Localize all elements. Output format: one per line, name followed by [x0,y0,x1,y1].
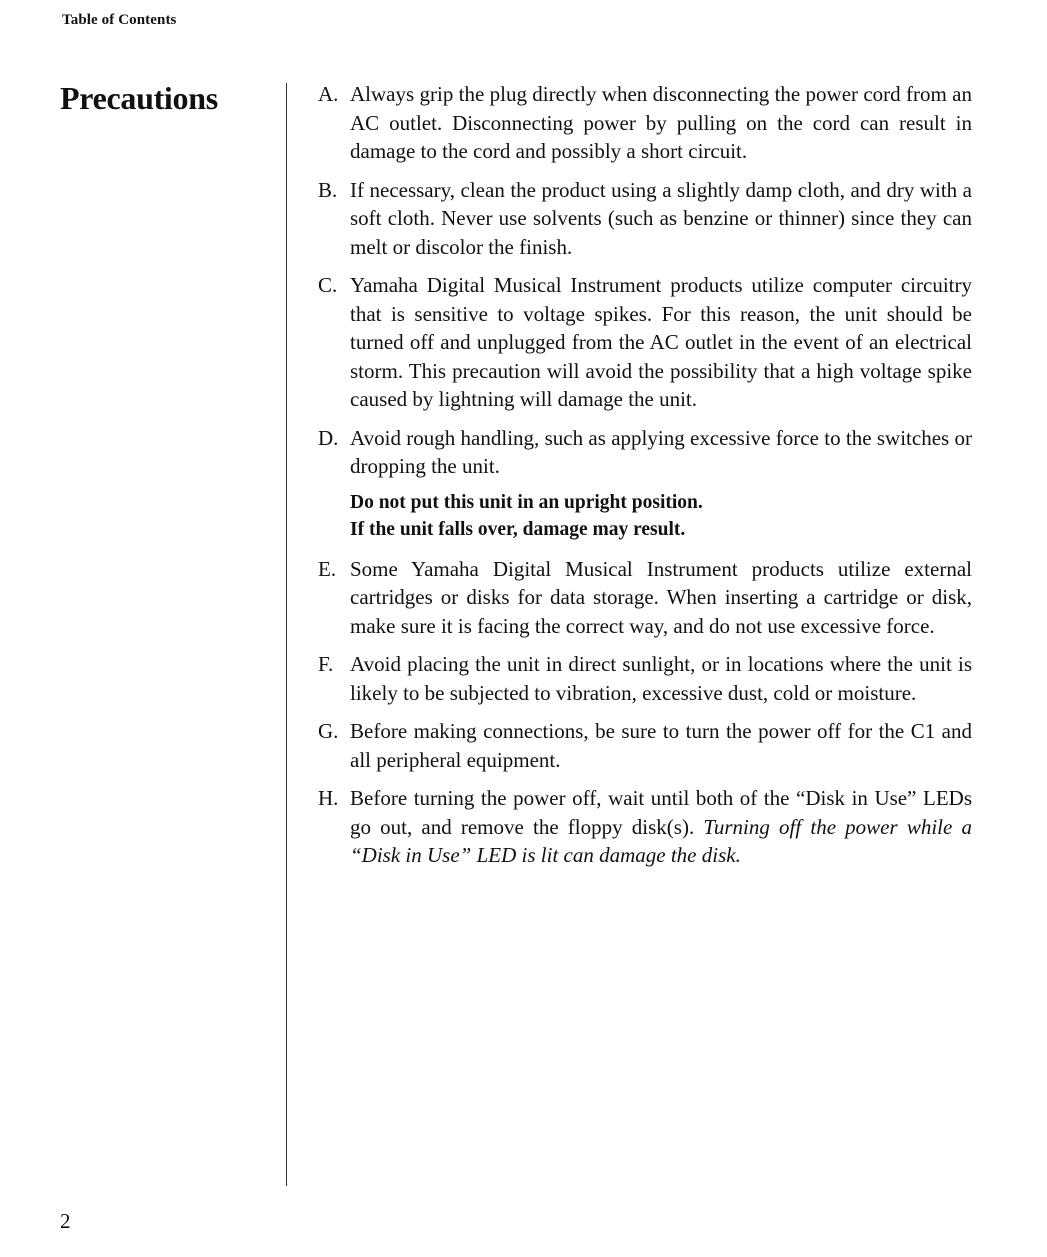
precaution-item-h [318,784,972,870]
warning-line-2: If the unit falls over, damage may result. [350,518,686,540]
item-letter: G. [318,719,339,743]
item-text: Some Yamaha Digital Musical Instrument products utilize external cartridges or disks for data storage. When inserting a cartridge or disk, make sure it is facing the correct way, and do not use excessive force. [350,556,972,638]
precaution-item-f [318,650,972,707]
item-letter: C. [318,273,338,297]
item-letter: E. [318,556,337,581]
item-letter: F. [318,652,334,676]
page-number: 2 [60,1209,71,1233]
item-letter: A. [318,82,339,106]
upright-warning [350,489,972,543]
item-text: Yamaha Digital Musical Instrument products utilize computer circuitry that is sensitive to voltage spikes. For this reason, the unit should be turned off and unplugged from the AC outlet in the event of an electrical storm. This precaution will avoid the possibility that a high voltage spike caused by lightning will damage the unit. [350,273,972,411]
section-title: Precautions [60,80,218,116]
precaution-item-g [318,717,972,774]
item-text: Before making connections, be sure to turn the power off for the C1 and all peripheral equipment. [350,719,972,772]
precaution-item-c [318,271,972,414]
item-text: If necessary, clean the product using a slightly damp cloth, and dry with a soft cloth. Never use solvents (such as benzine or thinner) since they can melt or discolor the finish. [350,177,972,259]
vertical-divider [286,83,287,1186]
precaution-item-a [318,80,972,166]
precaution-item-b [318,176,972,262]
item-text-regular: Before turning the power off, wait until both of the “Disk in Use” LEDs go out, and remove the floppy disk(s). [350,786,972,839]
item-letter: H. [318,786,339,810]
item-text: Always grip the plug directly when disconnecting the power cord from an AC outlet. Disconnecting power by pulling on the cord can result in damage to the cord and possibly a short circuit. [350,82,972,163]
running-header: Table of Contents [62,12,177,28]
item-text: Avoid rough handling, such as applying excessive force to the switches or dropping the unit. [350,425,972,478]
precaution-item-e [318,555,972,641]
warning-line-1: Do not put this unit in an upright position. [350,491,703,513]
item-text: Avoid placing the unit in direct sunlight, or in locations where the unit is likely to be subjected to vibration, excessive dust, cold or moisture. [350,652,972,705]
precautions-list [318,80,972,880]
item-text-italic: Turning off the power while a “Disk in Use” LED is lit can damage the disk. [350,814,972,867]
item-letter: B. [318,177,338,202]
item-letter: D. [318,425,339,450]
precaution-item-d [318,424,972,481]
item-text [350,784,972,870]
